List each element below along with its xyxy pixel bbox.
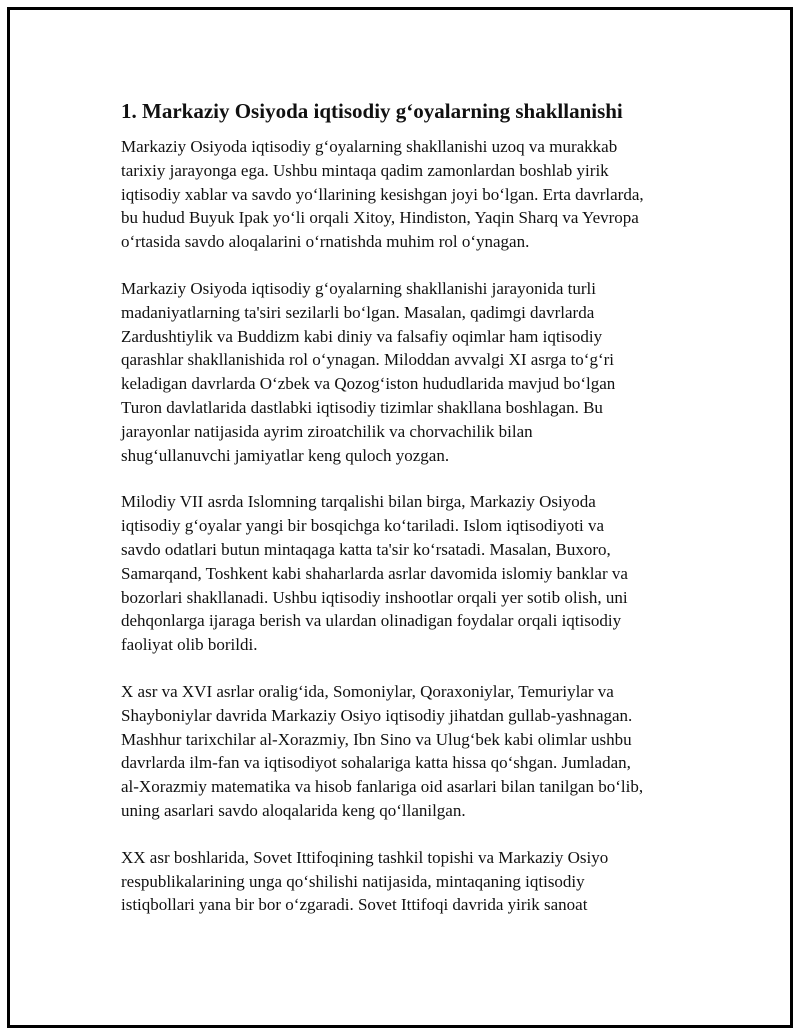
paragraph	[121, 277, 721, 467]
text-line: Samarqand, Toshkent kabi shaharlarda asrlar davomida islomiy banklar va	[121, 563, 628, 583]
paragraph	[121, 846, 721, 917]
text-line: iqtisodiy g‘oyalar yangi bir bosqichga ko‘tariladi. Islom iqtisodiyoti va	[121, 516, 605, 536]
text-line: keladigan davrlarda O‘zbek va Qozog‘iston hududlarida mavjud bo‘lgan	[121, 374, 616, 394]
text-line: qarashlar shakllanishida rol o‘ynagan. Miloddan avvalgi XI asrga to‘g‘ri	[121, 350, 615, 370]
paragraph	[121, 490, 721, 657]
text-line: davrlarda ilm-fan va iqtisodiyot sohalariga katta hissa qo‘shgan. Jumladan,	[121, 753, 631, 773]
document-body	[121, 98, 721, 940]
text-line: X asr va XVI asrlar oralig‘ida, Somoniylar, Qoraxoniylar, Temuriylar va	[121, 681, 614, 701]
text-line: istiqbollari yana bir bor o‘zgaradi. Sovet Ittifoqi davrida yirik sanoat	[121, 895, 588, 915]
text-line: savdo odatlari butun mintaqaga katta ta'sir ko‘rsatadi. Masalan, Buxoro,	[121, 539, 611, 559]
text-line: jarayonlar natijasida ayrim ziroatchilik va chorvachilik bilan	[121, 421, 533, 441]
text-line: dehqonlarga ijaraga berish va ulardan olinadigan foydalar orqali iqtisodiy	[121, 611, 622, 631]
text-line: shug‘ullanuvchi jamiyatlar keng quloch yozgan.	[121, 445, 450, 465]
text-line: bozorlari shakllanadi. Ushbu iqtisodiy inshootlar orqali yer sotib olish, uni	[121, 587, 628, 607]
paragraph-container	[121, 135, 721, 917]
text-line: respublikalarining unga qo‘shilishi natijasida, mintaqaning iqtisodiy	[121, 871, 585, 891]
text-line: Markaziy Osiyoda iqtisodiy g‘oyalarning shakllanishi uzoq va murakkab	[121, 137, 618, 156]
paragraph	[121, 135, 721, 254]
text-line: iqtisodiy xablar va savdo yo‘llarining kesishgan joyi bo‘lgan. Erta davrlarda,	[121, 184, 644, 204]
text-line: o‘rtasida savdo aloqalarini o‘rnatishda muhim rol o‘ynagan.	[121, 232, 530, 252]
text-line: Markaziy Osiyoda iqtisodiy g‘oyalarning shakllanishi jarayonida turli	[121, 278, 596, 298]
paragraph	[121, 680, 721, 823]
text-line: XX asr boshlarida, Sovet Ittifoqining tashkil topishi va Markaziy Osiyo	[121, 847, 609, 867]
text-line: tarixiy jarayonga ega. Ushbu mintaqa qadim zamonlardan boshlab yirik	[121, 160, 609, 180]
text-line: Zardushtiylik va Buddizm kabi diniy va falsafiy oqimlar ham iqtisodiy	[121, 326, 603, 346]
text-line: Mashhur tarixchilar al-Xorazmiy, Ibn Sino va Ulug‘bek kabi olimlar ushbu	[121, 729, 632, 749]
page-frame	[7, 7, 793, 1028]
text-line: bu hudud Buyuk Ipak yo‘li orqali Xitoy, Hindiston, Yaqin Sharq va Yevropa	[121, 208, 639, 228]
text-line: faoliyat olib borildi.	[121, 635, 258, 655]
text-line: al-Xorazmiy matematika va hisob fanlariga oid asarlari bilan tanilgan bo‘lib,	[121, 777, 644, 797]
text-line: uning asarlari savdo aloqalarida keng qo‘llanilgan.	[121, 800, 466, 820]
text-line: madaniyatlarning ta'siri sezilarli bo‘lgan. Masalan, qadimgi davrlarda	[121, 302, 595, 322]
text-line: Milodiy VII asrda Islomning tarqalishi bilan birga, Markaziy Osiyoda	[121, 492, 596, 512]
section-heading: 1. Markaziy Osiyoda iqtisodiy g‘oyalarning shakllanishi	[121, 99, 623, 123]
text-line: Shayboniylar davrida Markaziy Osiyo iqtisodiy jihatdan gullab-yashnagan.	[121, 705, 633, 725]
text-line: Turon davlatlarida dastlabki iqtisodiy tizimlar shakllana boshlagan. Bu	[121, 397, 603, 417]
